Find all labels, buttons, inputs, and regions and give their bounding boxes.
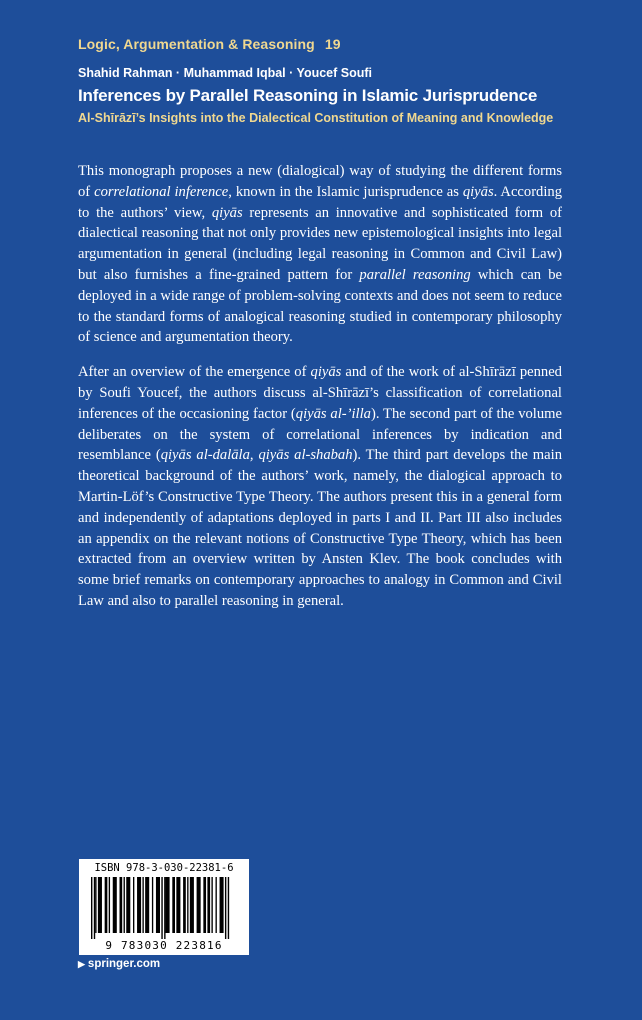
- barcode-bar: [183, 877, 186, 933]
- barcode-bar: [216, 877, 217, 933]
- barcode-bar: [145, 877, 149, 933]
- text-run: After an overview of the emergence of: [78, 364, 311, 381]
- publisher-url: springer.com: [87, 958, 161, 970]
- barcode-bar: [91, 877, 92, 939]
- barcode-bar: [156, 877, 160, 933]
- series-name: Logic, Argumentation & Reasoning: [78, 36, 315, 52]
- barcode-digits: 9 783030 223816: [105, 939, 223, 952]
- blurb: [78, 161, 562, 626]
- book-subtitle: Al-Shīrāzī’s Insights into the Dialectical Constitution of Meaning and Knowledge: [78, 111, 554, 125]
- barcode-bar: [98, 877, 102, 933]
- barcode-bar: [161, 877, 162, 939]
- barcode-bar: [197, 877, 201, 933]
- barcode-bar: [228, 877, 229, 939]
- italic-term: qiyās al-’illa: [295, 405, 371, 422]
- text-run: ). The second part of the volume deliberates on the system of correlational inferences by indication and resemblance (: [78, 405, 562, 464]
- barcode-bar: [152, 877, 153, 933]
- barcode-bar: [120, 877, 123, 933]
- barcode-bar: [203, 877, 206, 933]
- book-title: Inferences by Parallel Reasoning in Islamic Jurisprudence: [78, 86, 538, 105]
- triangle-right-icon: ▶: [78, 959, 85, 969]
- text-run: . According to the authors’ view,: [78, 183, 563, 221]
- barcode-bar: [109, 877, 110, 933]
- text-run: This monograph proposes a new (dialogical) way of studying the different forms of: [78, 163, 562, 200]
- series-number: 19: [324, 36, 341, 52]
- blurb-paragraph: [78, 362, 562, 612]
- text-run: represents an innovative and sophisticated form of dialectical reasoning that not only provides new epistemological insights into legal argumentation in general (including legal reasoning in Common and Civil Law) but also furnishes a fine-grained pattern for: [78, 204, 562, 283]
- barcode-bar: [142, 877, 143, 933]
- series-line: [78, 36, 341, 52]
- isbn-label: ISBN 978-3-030-22381-6: [94, 862, 234, 874]
- barcode-bar: [95, 877, 96, 933]
- text-run: which can be deployed in a wide range of problem-solving contexts and does not seem to reduce to the standard forms of analogical reasoning studied in contemporary philosophy of science and argumentation theory.: [78, 266, 562, 346]
- barcode-bar: [176, 877, 180, 933]
- text-run: , known in the Islamic jurisprudence as: [228, 183, 463, 200]
- italic-term: qiyās: [310, 364, 342, 381]
- publisher-link[interactable]: [78, 958, 160, 970]
- italic-term: correlational inference: [94, 183, 229, 200]
- barcode-bar: [126, 877, 130, 933]
- barcode-bar: [105, 877, 108, 933]
- isbn-barcode: [78, 858, 250, 956]
- author-list: Shahid Rahman · Muhammad Iqbal · Youcef Soufi: [78, 66, 373, 80]
- text-run: ). The third part develops the main theoretical background of the authors’ work, namely, the dialogical approach to Martin-Löf’s Constructive Type Theory. The authors present this in a general form and independently of adaptations deployed in parts I and II. Part III also includes an appendix on the relevant notions of Constructive Type Theory, which has been extracted from an overview written by Ansten Klev. The book concludes with some brief remarks on contemporary approaches to analogy in Common and Civil Law and also to parallel reasoning in general.: [78, 447, 562, 609]
- barcode-bar: [113, 877, 117, 933]
- italic-term: qiyās al-dalāla, qiyās al-shabah: [160, 447, 353, 464]
- barcode-bar: [166, 877, 170, 933]
- text-run: and of the work of al-Shīrāzī penned by Soufi Youcef, the authors discuss al-Shīrāzī’s classification of correlational inferences of the occasioning factor (: [78, 364, 562, 422]
- barcode-bar: [164, 877, 165, 939]
- barcode-bar: [220, 877, 224, 933]
- italic-term: qiyās: [211, 204, 243, 221]
- barcode-bar: [137, 877, 141, 933]
- barcode-bar: [94, 877, 95, 939]
- italic-term: qiyās: [462, 183, 494, 200]
- barcode-bar: [133, 877, 134, 933]
- blurb-paragraph: [78, 161, 562, 348]
- barcode-bar: [190, 877, 194, 933]
- barcode-bar: [172, 877, 175, 933]
- barcode-bar: [124, 877, 125, 933]
- barcode-bar: [187, 877, 188, 933]
- italic-term: parallel reasoning: [359, 266, 471, 283]
- barcode-bar: [207, 877, 210, 933]
- barcode-bar: [211, 877, 212, 933]
- barcode-bar: [225, 877, 226, 939]
- barcode-bars: [91, 877, 237, 939]
